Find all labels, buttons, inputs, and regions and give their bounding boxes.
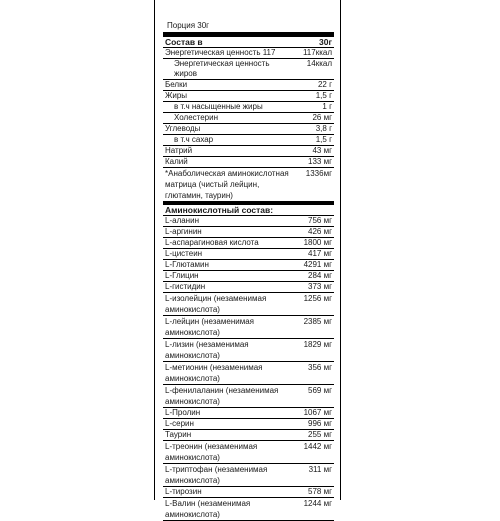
amino-row [163,339,334,362]
amino-value: 996 мг [308,419,332,428]
amino-label: L-Пролин [165,408,201,417]
composition-label: *Анаболическая аминокислотная матрица (чистый лейцин, глютамин, таурин) [165,169,289,200]
amino-label: L-серин [165,419,194,428]
composition-value: 26 мг [312,113,332,122]
composition-label: в т.ч сахар [174,135,214,144]
composition-value: 1,5 г [315,91,332,100]
composition-label: Углеводы [165,124,201,133]
composition-value: 1,5 г [315,135,332,144]
amino-value: 356 мг [308,363,332,372]
composition-label: Холестерин [174,113,218,122]
amino-label: L-Глицин [165,271,199,280]
amino-label: L-гистидин [165,282,206,291]
amino-value: 1244 мг [303,499,332,508]
composition-label: Белки [165,80,188,89]
amino-row [163,464,334,487]
amino-label: L-триптофан (незаменимая аминокислота) [165,465,268,485]
composition-label: Жиры [165,91,188,100]
composition-value: 133 мг [308,157,332,166]
amino-row [163,316,334,339]
amino-value: 2385 мг [303,317,332,326]
amino-row [163,249,334,260]
composition-header [163,37,334,48]
amino-label: L-Валин (незаменимая аминокислота) [165,499,251,519]
composition-value: 43 мг [312,146,332,155]
composition-row [163,135,334,146]
composition-row [163,102,334,113]
composition-value: 117ккал [302,48,332,57]
composition-rows [163,48,334,202]
amino-row [163,408,334,419]
composition-label: Энергетическая ценность жиров [174,59,270,78]
amino-label: L-Глютамин [165,260,209,269]
amino-value: 578 мг [308,487,332,496]
amino-value: 756 мг [308,216,332,225]
amino-label: L-аланин [165,216,199,225]
composition-row [163,91,334,102]
amino-row [163,441,334,464]
composition-header-value: 30г [319,37,332,47]
amino-value: 373 мг [308,282,332,291]
amino-value: 426 мг [308,227,332,236]
amino-value: 1256 мг [303,294,332,303]
amino-header-label: Аминокислотный состав: [165,205,274,215]
amino-row [163,227,334,238]
amino-label: L-фенилаланин (незаменимая аминокислота) [165,386,279,406]
composition-row [163,146,334,157]
amino-label: L-треонин (незаменимая аминокислота) [165,442,258,462]
composition-row [163,157,334,168]
amino-row [163,293,334,316]
composition-label: Натрий [165,146,193,155]
amino-label: L-изолейцин (незаменимая аминокислота) [165,294,267,314]
amino-row [163,271,334,282]
composition-row [163,48,334,59]
amino-value: 1829 мг [303,340,332,349]
composition-label: в т.ч насыщенные жиры [174,102,263,111]
composition-value: 3,8 г [315,124,332,133]
amino-rows [163,216,334,521]
amino-label: L-метионин (незаменимая аминокислота) [165,363,263,383]
amino-label: L-аспарагиновая кислота [165,238,259,247]
amino-row [163,487,334,498]
composition-row [163,80,334,91]
composition-row [163,113,334,124]
nutrition-table [163,32,334,521]
amino-label: L-аргинин [165,227,202,236]
amino-value: 417 мг [308,249,332,258]
amino-value: 284 мг [308,271,332,280]
amino-row [163,260,334,271]
amino-value: 4291 мг [303,260,332,269]
composition-label: Энергетическая ценность 117 [165,48,276,57]
amino-value: 255 мг [308,430,332,439]
amino-row [163,282,334,293]
amino-value: 569 мг [308,386,332,395]
amino-row [163,216,334,227]
composition-row [163,124,334,135]
composition-label: Калий [165,157,188,166]
amino-value: 311 мг [308,465,332,474]
amino-row [163,430,334,441]
composition-value: 1 г [322,102,332,111]
composition-value: 1336мг [305,169,332,178]
amino-label: L-тирозин [165,487,202,496]
amino-value: 1800 мг [303,238,332,247]
amino-label: L-лизин (незаменимая аминокислота) [165,340,249,360]
amino-value: 1442 мг [303,442,332,451]
amino-label: L-лейцин (незаменимая аминокислота) [165,317,254,337]
amino-row [163,419,334,430]
amino-row [163,385,334,408]
composition-header-label: Состав в [165,37,203,47]
composition-value: 22 г [317,80,332,89]
amino-label: Таурин [165,430,192,439]
portion-size: Порция 30г [167,21,210,30]
amino-row [163,238,334,249]
amino-row [163,362,334,385]
amino-row [163,498,334,521]
composition-row [163,168,334,202]
amino-value: 1067 мг [303,408,332,417]
amino-header [163,205,334,216]
amino-label: L-цистеин [165,249,203,258]
composition-row [163,59,334,80]
composition-value: 14ккал [306,59,332,68]
